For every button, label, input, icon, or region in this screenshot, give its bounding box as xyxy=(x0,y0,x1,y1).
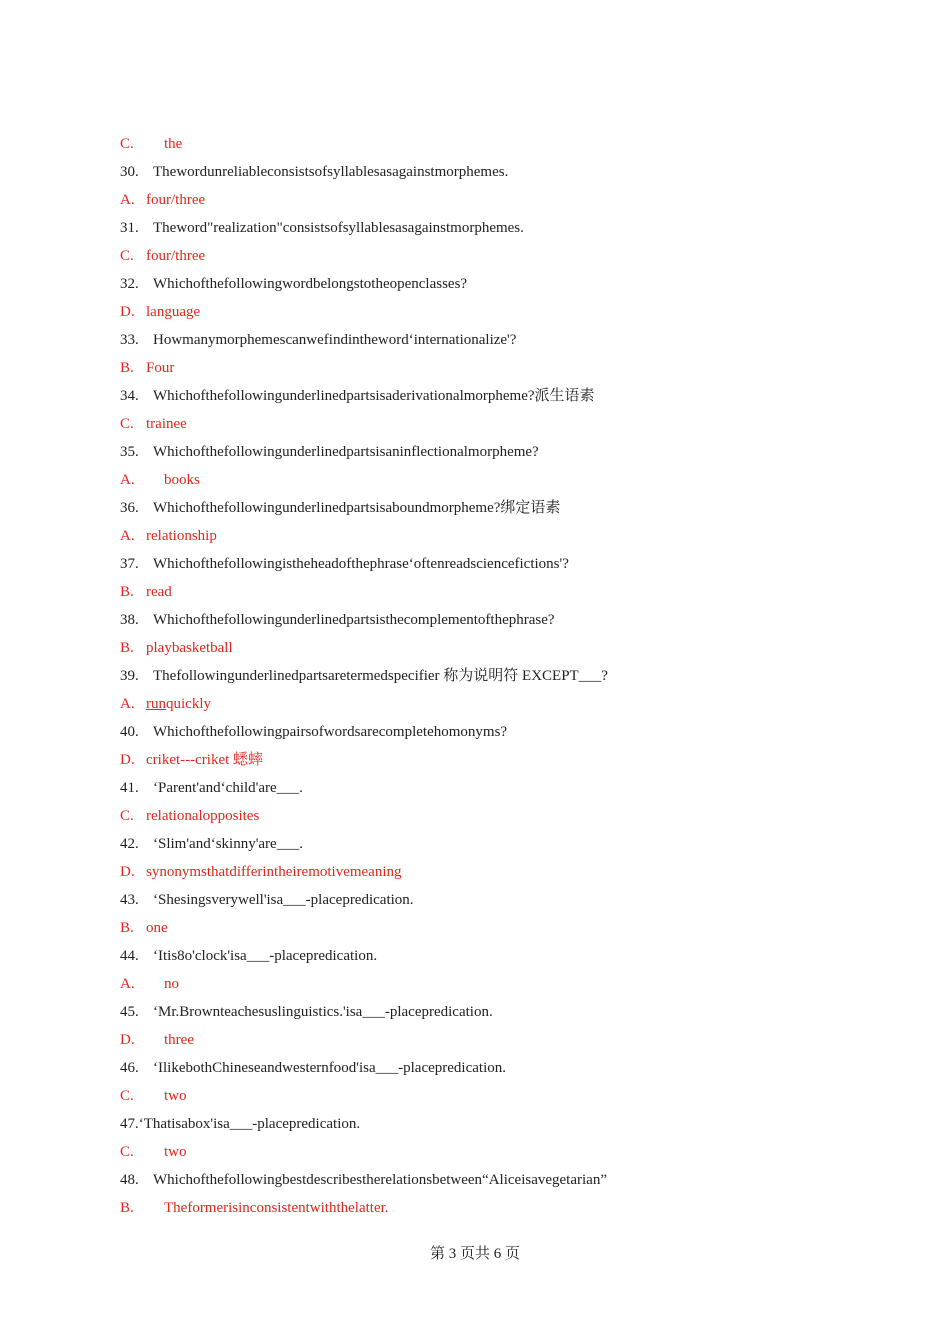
document-body xyxy=(120,132,820,1224)
answer-text: criket---criket 蟋蟀 xyxy=(146,752,264,768)
answer-line xyxy=(120,356,820,384)
question-line xyxy=(120,944,820,972)
answer-text: four/three xyxy=(146,248,206,264)
answer-text: Four xyxy=(146,360,175,376)
question-line xyxy=(120,1000,820,1028)
answer-line xyxy=(120,468,820,496)
question-number: 38. xyxy=(120,612,139,628)
answer-underlined-part: run xyxy=(146,696,166,712)
answer-text: read xyxy=(146,584,172,600)
question-text: ‘Slim'and‘skinny'are___. xyxy=(153,836,303,852)
question-number: 33. xyxy=(120,332,139,348)
answer-text: three xyxy=(164,1032,194,1048)
answer-text: two xyxy=(164,1144,187,1160)
answer-letter: C. xyxy=(120,416,134,432)
question-line xyxy=(120,1168,820,1196)
question-text: ‘Itis8o'clock'isa___-placepredication. xyxy=(153,948,378,964)
question-line xyxy=(120,608,820,636)
question-line xyxy=(120,832,820,860)
answer-line xyxy=(120,916,820,944)
question-line xyxy=(120,160,820,188)
question-text: Howmanymorphemescanwefindintheword‘internationalize'? xyxy=(153,332,517,348)
answer-line xyxy=(120,1028,820,1056)
answer-letter: D. xyxy=(120,304,135,320)
answer-text: Theformerisinconsistentwiththelatter. xyxy=(164,1200,389,1216)
question-line xyxy=(120,216,820,244)
question-number: 40. xyxy=(120,724,139,740)
answer-letter: A. xyxy=(120,528,135,544)
answer-letter: B. xyxy=(120,920,134,936)
question-number: 37. xyxy=(120,556,139,572)
answer-letter: C. xyxy=(120,136,134,152)
answer-line xyxy=(120,636,820,664)
answer-letter: B. xyxy=(120,360,134,376)
answer-text: synonymsthatdifferintheiremotivemeaning xyxy=(146,864,402,880)
question-number: 44. xyxy=(120,948,139,964)
question-text: Whichofthefollowingunderlinedpartsisthecomplementofthephrase? xyxy=(153,612,555,628)
question-number: 31. xyxy=(120,220,139,236)
answer-text: books xyxy=(164,472,200,488)
answer-text: playbasketball xyxy=(146,640,233,656)
answer-letter: D. xyxy=(120,864,135,880)
answer-text: the xyxy=(164,136,183,152)
question-line xyxy=(120,440,820,468)
answer-text: relationship xyxy=(146,528,217,544)
question-line xyxy=(120,888,820,916)
question-text: Whichofthefollowingunderlinedpartsisaderivationalmorpheme?派生语素 xyxy=(153,388,595,404)
question-text: Thewordunreliableconsistsofsyllablesasagainstmorphemes. xyxy=(153,164,509,180)
question-line xyxy=(120,776,820,804)
answer-line xyxy=(120,804,820,832)
question-number: 43. xyxy=(120,892,139,908)
answer-letter: C. xyxy=(120,1088,134,1104)
page-footer: 第 3 页共 6 页 xyxy=(429,1246,520,1262)
question-number: 34. xyxy=(120,388,139,404)
question-text: ‘IlikebothChineseandwesternfood'isa___-placepredication. xyxy=(153,1060,506,1076)
answer-letter: B. xyxy=(120,640,134,656)
answer-line xyxy=(120,860,820,888)
question-text: ‘Shesingsverywell'isa___-placepredication. xyxy=(153,892,414,908)
question-number: 30. xyxy=(120,164,139,180)
answer-text: relationalopposites xyxy=(146,808,260,824)
question-number: 36. xyxy=(120,500,139,516)
answer-line xyxy=(120,748,820,776)
question-text: Whichofthefollowingunderlinedpartsisaninflectionalmorpheme? xyxy=(153,444,539,460)
question-line xyxy=(120,328,820,356)
answer-letter: A. xyxy=(120,472,135,488)
answer-line xyxy=(120,972,820,1000)
question-text: Whichofthefollowingwordbelongstotheopenclasses? xyxy=(153,276,468,292)
question-number: 39. xyxy=(120,668,139,684)
answer-line xyxy=(120,692,820,720)
answer-letter: C. xyxy=(120,1144,134,1160)
question-text: Whichofthefollowingbestdescribestherelationsbetween“Aliceisavegetarian” xyxy=(153,1172,607,1188)
answer-line xyxy=(120,524,820,552)
question-line xyxy=(120,496,820,524)
question-line xyxy=(120,552,820,580)
answer-line xyxy=(120,244,820,272)
question-line xyxy=(120,384,820,412)
question-number: 35. xyxy=(120,444,139,460)
question-line xyxy=(120,272,820,300)
answer-line xyxy=(120,1140,820,1168)
answer-letter: B. xyxy=(120,1200,134,1216)
answer-letter: C. xyxy=(120,248,134,264)
answer-line xyxy=(120,1084,820,1112)
answer-text: no xyxy=(164,976,179,992)
question-text: Whichofthefollowingunderlinedpartsisaboundmorpheme?绑定语素 xyxy=(153,500,561,516)
answer-text: language xyxy=(146,304,201,320)
answer-line xyxy=(120,300,820,328)
answer-text: four/three xyxy=(146,192,206,208)
question-line xyxy=(120,1056,820,1084)
answer-letter: C. xyxy=(120,808,134,824)
answer-letter: A. xyxy=(120,976,135,992)
question-line xyxy=(120,664,820,692)
question-text: ‘Mr.Brownteachesuslinguistics.'isa___-placepredication. xyxy=(153,1004,493,1020)
answer-letter: A. xyxy=(120,192,135,208)
answer-line xyxy=(120,132,820,160)
question-text: Whichofthefollowingistheheadofthephrase‘oftenreadsciencefictions'? xyxy=(153,556,569,572)
question-number: 32. xyxy=(120,276,139,292)
answer-letter: B. xyxy=(120,584,134,600)
answer-line xyxy=(120,412,820,440)
answer-line xyxy=(120,1196,820,1224)
question-text: Whichofthefollowingpairsofwordsarecompletehomonyms? xyxy=(153,724,508,740)
question-text: ‘Parent'and‘child'are___. xyxy=(153,780,303,796)
question-number: 48. xyxy=(120,1172,139,1188)
answer-line xyxy=(120,188,820,216)
question-number: 42. xyxy=(120,836,139,852)
answer-letter: D. xyxy=(120,752,135,768)
question-line xyxy=(120,1112,820,1140)
question-number: 46. xyxy=(120,1060,139,1076)
question-text: Thefollowingunderlinedpartsaretermedspecifier 称为说明符 EXCEPT___? xyxy=(153,668,608,684)
answer-letter: D. xyxy=(120,1032,135,1048)
answer-text: quickly xyxy=(166,696,211,712)
answer-text: trainee xyxy=(146,416,187,432)
question-text: Theword"realization"consistsofsyllablesasagainstmorphemes. xyxy=(153,220,524,236)
answer-letter: A. xyxy=(120,696,135,712)
question-number: 45. xyxy=(120,1004,139,1020)
question-line xyxy=(120,720,820,748)
answer-line xyxy=(120,580,820,608)
answer-text: two xyxy=(164,1088,187,1104)
question-number: 41. xyxy=(120,780,139,796)
question-text: 47.‘Thatisabox'isa___-placepredication. xyxy=(120,1116,361,1132)
answer-text: one xyxy=(146,920,168,936)
